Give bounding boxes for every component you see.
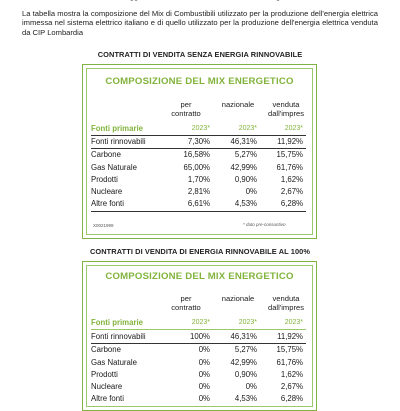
intro-paragraph: La tabella mostra la composizione del Mix di Combustibili utilizzato per la produzione dell'energia elettrica immessa nel sistema elettrico italiano e di quello utilizzato per la produzione dell'energia elettrica venduta da CIP Lombardia [22,9,378,37]
col-head-venduta [263,295,309,312]
value-cell: 2,67% [280,382,303,391]
row-label: Nucleare [91,187,123,196]
col-head-line2: contratto [171,108,201,118]
col-head-contratto [166,101,206,118]
value-cell: 46,31% [230,332,257,341]
value-cell: 0% [198,394,210,403]
card-title: COMPOSIZIONE DEL MIX ENERGETICO [105,76,294,87]
col-head-line2: dall'impres [267,108,305,118]
value-cell: 15,75% [276,345,303,354]
section1-mix-card [82,64,317,239]
row-label: Altre fonti [91,394,124,403]
value-cell: 0% [198,382,210,391]
table-row [91,137,306,147]
value-cell: 5,27% [234,150,257,159]
col-head-line1: nazionale [221,100,255,109]
row-label: Gas Naturale [91,163,137,172]
divider [91,343,306,344]
value-cell: 4,53% [234,394,257,403]
value-cell: 6,28% [280,199,303,208]
value-cell: 2,81% [187,187,210,196]
value-cell: 61,76% [276,358,303,367]
col-head-line1: per [180,100,192,109]
value-cell: 6,28% [280,394,303,403]
value-cell: 0,90% [234,370,257,379]
col-head-line1: venduta [272,100,300,109]
section2-heading: CONTRATTI DI VENDITA DI ENERGIA RINNOVABILE AL 100% [89,247,311,256]
divider [91,211,306,212]
value-cell: 42,99% [230,358,257,367]
footnote: * dato pre-consuntivo [243,222,286,227]
col-head-nazionale [217,295,259,304]
row-label: Nucleare [91,382,123,391]
table-row [91,394,306,404]
value-cell: 7,30% [187,137,210,146]
table-row [91,187,306,197]
value-cell: 0% [198,345,210,354]
col-head-venduta [263,101,309,118]
col-head-line2: contratto [171,302,201,312]
value-cell: 0% [245,187,257,196]
value-cell: 100% [190,332,210,341]
value-cell: 46,31% [230,137,257,146]
divider [91,329,306,330]
card-title: COMPOSIZIONE DEL MIX ENERGETICO [105,271,294,282]
value-cell: 6,61% [187,199,210,208]
row-label: Altre fonti [91,199,124,208]
section1-heading: CONTRATTI DI VENDITA SENZA ENERGIA RINNOVABILE [97,50,303,59]
header-row [91,318,306,328]
top-cut-line [0,0,400,1]
year-cell: 2023* [238,125,257,132]
table-row [91,150,306,160]
row-label: Prodotti [91,370,118,379]
table-row [91,345,306,355]
col-head-line2: dall'impres [267,302,305,312]
row-label: Carbone [91,150,121,159]
col-head-line1: per [180,294,192,303]
col-head-line1: nazionale [221,294,255,303]
year-cell: 2023* [191,319,210,326]
value-cell: 11,92% [277,332,303,341]
divider [91,148,306,149]
table-row [91,382,306,392]
row-label: Fonti rinnovabili [91,137,146,146]
row-label: Fonti primarie [91,124,143,133]
year-cell: 2023* [284,125,303,132]
section2-mix-card [82,261,317,411]
divider [91,135,306,136]
value-cell: 0% [245,382,257,391]
row-label: Carbone [91,345,121,354]
value-cell: 11,92% [277,137,303,146]
table-row [91,199,306,209]
header-row [91,124,306,134]
table-row [91,370,306,380]
col-head-contratto [166,295,206,312]
value-cell: 15,75% [276,150,303,159]
value-cell: 1,70% [187,175,210,184]
row-label: Gas Naturale [91,358,137,367]
value-cell: 0% [198,370,210,379]
value-cell: 4,53% [234,199,257,208]
value-cell: 5,27% [234,345,257,354]
value-cell: 61,76% [276,163,303,172]
row-label: Fonti rinnovabili [91,332,146,341]
value-cell: 2,67% [280,187,303,196]
table-row [91,175,306,185]
value-cell: 16,58% [183,150,210,159]
year-cell: 2023* [191,125,210,132]
value-cell: 42,99% [230,163,257,172]
table-row [91,358,306,368]
col-head-nazionale [217,101,259,110]
row-label: Fonti primarie [91,318,143,327]
value-cell: 1,62% [280,175,303,184]
row-label: Prodotti [91,175,118,184]
value-cell: 0,90% [234,175,257,184]
table-row [91,163,306,173]
table-row [91,332,306,342]
value-cell: 0% [198,358,210,367]
value-cell: 65,00% [183,163,210,172]
col-head-line1: venduta [272,294,300,303]
doc-code-note: X0021999 [93,223,114,228]
year-cell: 2023* [284,319,303,326]
value-cell: 1,62% [280,370,303,379]
year-cell: 2023* [238,319,257,326]
